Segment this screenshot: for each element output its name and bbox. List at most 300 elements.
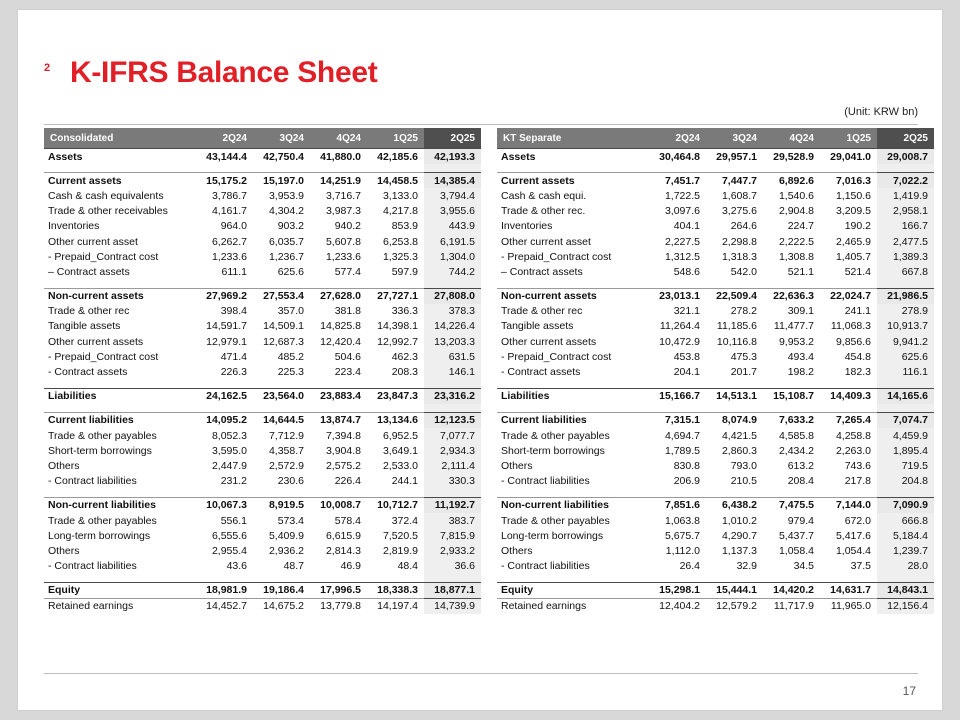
table-header-row [497, 128, 934, 149]
table-row [497, 319, 934, 334]
row-value: 10,008.7 [310, 497, 367, 513]
slide-number-marker: 2 [44, 62, 51, 74]
table-row [497, 443, 934, 458]
row-label [497, 380, 649, 389]
table-row [497, 264, 934, 279]
table-row [44, 412, 481, 428]
table-consolidated-head [44, 128, 481, 149]
row-value [310, 404, 367, 413]
row-value: 521.1 [787, 265, 814, 278]
row-value: 1,308.8 [778, 250, 814, 263]
row-value: 12,579.2 [706, 598, 763, 614]
row-value: 14,165.6 [877, 388, 934, 404]
row-value: 6,892.6 [763, 173, 820, 189]
row-value: 5,607.8 [325, 235, 361, 248]
row-value [649, 574, 706, 583]
row-value: 2,819.9 [382, 544, 418, 557]
row-value: 8,052.3 [211, 429, 247, 442]
row-value: 14,825.8 [320, 320, 361, 333]
row-value: 3,786.7 [211, 189, 247, 202]
row-value: 2,814.3 [325, 544, 361, 557]
row-value: 309.1 [787, 305, 814, 318]
row-value: 10,712.7 [367, 497, 424, 513]
row-value: 667.8 [877, 264, 934, 279]
row-value: 11,965.0 [820, 598, 877, 614]
row-value: 443.9 [424, 219, 481, 234]
row-value: 7,712.9 [268, 429, 304, 442]
row-value: 14,197.4 [367, 598, 424, 614]
table-row [44, 249, 481, 264]
row-label: Long-term borrowings [501, 529, 604, 542]
row-label: Inventories [501, 220, 553, 233]
row-label: - Contract liabilities [48, 560, 137, 573]
row-value: 14,631.7 [820, 582, 877, 598]
row-value: 14,739.9 [424, 598, 481, 614]
row-value: 1,389.3 [877, 249, 934, 264]
row-value: 5,675.7 [664, 529, 700, 542]
row-value: 2,477.5 [877, 234, 934, 249]
row-value: 556.1 [220, 514, 247, 527]
row-value: 578.4 [334, 514, 361, 527]
row-value: 226.4 [334, 475, 361, 488]
row-value: 1,540.6 [778, 189, 814, 202]
row-label [44, 380, 196, 389]
row-value: 577.4 [334, 265, 361, 278]
table-row [44, 559, 481, 574]
row-value [196, 164, 253, 173]
table-row [44, 264, 481, 279]
row-value: 190.2 [844, 220, 871, 233]
row-value: 12,404.2 [649, 598, 706, 614]
table-row [497, 349, 934, 364]
row-value: 241.1 [844, 305, 871, 318]
row-value: 6,035.7 [268, 235, 304, 248]
row-value [820, 404, 877, 413]
row-value: 6,952.5 [382, 429, 418, 442]
column-header-label: Consolidated [44, 128, 196, 149]
row-value: 6,438.2 [706, 497, 763, 513]
row-value: 26.4 [679, 560, 700, 573]
row-value: 7,520.5 [382, 529, 418, 542]
row-label: Trade & other payables [48, 514, 157, 527]
row-value: 19,186.4 [253, 582, 310, 598]
row-label: Other current assets [48, 335, 144, 348]
row-label: Equity [44, 582, 196, 598]
row-label [44, 164, 196, 173]
table-row [44, 513, 481, 528]
row-value: 7,815.9 [424, 528, 481, 543]
row-value: 597.9 [391, 265, 418, 278]
row-value: 1,058.4 [778, 544, 814, 557]
row-value: 15,175.2 [196, 173, 253, 189]
row-value: 10,116.8 [716, 335, 757, 348]
row-value [196, 280, 253, 289]
row-value: 2,533.0 [382, 459, 418, 472]
row-value: 979.4 [787, 514, 814, 527]
row-value [196, 489, 253, 498]
row-value: 7,016.3 [820, 173, 877, 189]
row-label [497, 574, 649, 583]
table-header-row [44, 128, 481, 149]
row-value: 198.2 [787, 366, 814, 379]
table-row [497, 582, 934, 598]
row-value: 27,553.4 [253, 288, 310, 304]
row-value: 15,444.1 [706, 582, 763, 598]
row-value: 4,217.8 [382, 205, 418, 218]
row-label: Short-term borrowings [48, 444, 152, 457]
row-value [877, 574, 934, 583]
row-value [367, 574, 424, 583]
row-value [877, 380, 934, 389]
row-value: 7,633.2 [763, 412, 820, 428]
row-value: 5,417.6 [835, 529, 871, 542]
row-value: 11,717.9 [763, 598, 820, 614]
table-row [44, 598, 481, 614]
row-value: 2,465.9 [835, 235, 871, 248]
row-label: Other current asset [501, 235, 591, 248]
row-value [649, 380, 706, 389]
table-row [44, 334, 481, 349]
row-label: Tangible assets [501, 320, 574, 333]
row-value: 4,304.2 [268, 205, 304, 218]
row-label: Tangible assets [48, 320, 121, 333]
row-label: - Contract assets [48, 366, 128, 379]
row-value: 210.5 [730, 475, 757, 488]
row-value [424, 164, 481, 173]
row-value [367, 404, 424, 413]
row-value: 217.8 [844, 475, 871, 488]
row-label [44, 574, 196, 583]
row-value: 18,338.3 [367, 582, 424, 598]
row-value: 2,572.9 [268, 459, 304, 472]
row-value: 743.6 [844, 459, 871, 472]
row-value: 3,595.0 [211, 444, 247, 457]
row-label: Current assets [44, 173, 196, 189]
row-value: 14,251.9 [310, 173, 367, 189]
row-value: 204.1 [673, 366, 700, 379]
row-value: 3,987.3 [325, 205, 361, 218]
row-value: 13,874.7 [310, 412, 367, 428]
row-label: Current assets [497, 173, 649, 189]
column-header-period: 4Q24 [310, 128, 367, 149]
table-row [44, 528, 481, 543]
row-value: 182.3 [844, 366, 871, 379]
row-value: 7,144.0 [820, 497, 877, 513]
row-value: 8,919.5 [253, 497, 310, 513]
row-value: 23,013.1 [649, 288, 706, 304]
table-kt-separate-head [497, 128, 934, 149]
row-label: - Prepaid_Contract cost [501, 350, 612, 363]
row-label: Others [48, 544, 80, 557]
column-header-period: 2Q25 [877, 128, 934, 149]
row-value: 1,608.7 [721, 189, 757, 202]
row-value: 4,258.8 [835, 429, 871, 442]
row-value [253, 574, 310, 583]
row-value: 7,851.6 [649, 497, 706, 513]
table-row [497, 559, 934, 574]
table-spacer-row [497, 380, 934, 389]
row-value: 1,112.0 [665, 544, 700, 557]
row-label: Trade & other rec [48, 305, 130, 318]
row-value: 43.6 [226, 560, 247, 573]
column-header-period: 1Q25 [367, 128, 424, 149]
row-value: 1,405.7 [835, 250, 871, 263]
table-spacer-row [497, 164, 934, 173]
row-value [763, 380, 820, 389]
table-row [44, 149, 481, 165]
row-value: 9,941.2 [877, 334, 934, 349]
row-value: 485.2 [277, 350, 304, 363]
row-label: Cash & cash equivalents [48, 189, 164, 202]
row-value: 42,750.4 [253, 149, 310, 165]
row-value [706, 404, 763, 413]
row-value: 23,847.3 [367, 388, 424, 404]
row-value: 454.8 [844, 350, 871, 363]
row-label: Equity [497, 582, 649, 598]
page-number: 17 [902, 684, 916, 698]
row-label: Retained earnings [44, 598, 196, 614]
row-value: 18,981.9 [196, 582, 253, 598]
row-value: 13,203.3 [424, 334, 481, 349]
table-row [497, 234, 934, 249]
table-row [44, 458, 481, 473]
row-value: 4,358.7 [268, 444, 304, 457]
table-row [44, 543, 481, 558]
row-label: - Prepaid_Contract cost [48, 350, 159, 363]
table-spacer-row [44, 404, 481, 413]
row-value: 204.8 [877, 474, 934, 489]
row-value: 225.3 [277, 366, 304, 379]
row-value: 548.6 [673, 265, 700, 278]
row-value: 29,528.9 [763, 149, 820, 165]
row-value: 223.4 [334, 366, 361, 379]
row-value [649, 280, 706, 289]
row-value: 7,265.4 [820, 412, 877, 428]
row-value: 793.0 [730, 459, 757, 472]
row-value: 4,459.9 [877, 428, 934, 443]
row-value [706, 280, 763, 289]
row-value: 14,458.5 [367, 173, 424, 189]
row-value: 2,222.5 [778, 235, 814, 248]
row-value: 22,509.4 [706, 288, 763, 304]
row-value: 1,010.2 [721, 514, 757, 527]
row-value: 2,263.0 [835, 444, 871, 457]
table-row [497, 204, 934, 219]
row-value: 2,933.2 [424, 543, 481, 558]
table-spacer-row [44, 574, 481, 583]
row-value [820, 380, 877, 389]
row-value: 29,008.7 [877, 149, 934, 165]
row-value [196, 380, 253, 389]
column-header-period: 3Q24 [706, 128, 763, 149]
table-row [44, 497, 481, 513]
row-value: 14,385.4 [424, 173, 481, 189]
row-value: 613.2 [787, 459, 814, 472]
row-label: Non-current liabilities [44, 497, 196, 513]
row-value: 404.1 [673, 220, 700, 233]
row-value: 14,509.1 [263, 320, 304, 333]
row-label: Liabilities [497, 388, 649, 404]
row-value [367, 489, 424, 498]
row-label [497, 164, 649, 173]
row-value: 27,727.1 [367, 288, 424, 304]
row-value: 3,955.6 [424, 204, 481, 219]
row-value: 5,437.7 [778, 529, 814, 542]
table-row [44, 288, 481, 304]
row-value: 378.3 [424, 304, 481, 319]
row-value: 1,419.9 [877, 188, 934, 203]
row-value: 1,236.7 [268, 250, 304, 263]
row-value: 146.1 [424, 364, 481, 379]
table-kt-separate-body [497, 149, 934, 615]
row-value: 14,452.7 [196, 598, 253, 614]
row-label: Long-term borrowings [48, 529, 151, 542]
row-value: 22,024.7 [820, 288, 877, 304]
row-value: 6,615.9 [325, 529, 361, 542]
row-value [820, 574, 877, 583]
table-row [497, 304, 934, 319]
row-value: 1,722.5 [664, 189, 700, 202]
row-value: 3,716.7 [325, 189, 361, 202]
row-value: 10,067.3 [196, 497, 253, 513]
row-value: 224.7 [787, 220, 814, 233]
row-value: 5,184.4 [877, 528, 934, 543]
row-label: Trade & other rec. [501, 205, 586, 218]
row-value: 278.2 [730, 305, 757, 318]
row-value [649, 404, 706, 413]
row-value: 573.4 [277, 514, 304, 527]
table-spacer-row [44, 489, 481, 498]
row-value: 2,904.8 [778, 205, 814, 218]
row-label: Assets [44, 149, 196, 165]
row-label: Others [48, 459, 80, 472]
row-value: 330.3 [424, 474, 481, 489]
row-value: 2,860.3 [721, 444, 757, 457]
table-kt-separate [497, 128, 934, 614]
row-value [310, 489, 367, 498]
row-value: 23,883.4 [310, 388, 367, 404]
row-value: 36.6 [424, 559, 481, 574]
row-value: 719.5 [877, 458, 934, 473]
row-value: 15,197.0 [253, 173, 310, 189]
row-value: 201.7 [730, 366, 757, 379]
row-value: 6,253.8 [382, 235, 418, 248]
table-row [44, 304, 481, 319]
row-value [424, 404, 481, 413]
row-value: 453.8 [673, 350, 700, 363]
row-value [196, 574, 253, 583]
row-value: 42,185.6 [367, 149, 424, 165]
row-value: 12,123.5 [424, 412, 481, 428]
row-value: 4,694.7 [664, 429, 700, 442]
row-value: 3,953.9 [268, 189, 304, 202]
table-spacer-row [44, 280, 481, 289]
row-value [649, 164, 706, 173]
row-value [877, 489, 934, 498]
row-value: 381.8 [334, 305, 361, 318]
row-label: Others [501, 459, 533, 472]
row-value: 3,209.5 [835, 205, 871, 218]
table-row [44, 349, 481, 364]
row-value: 7,451.7 [649, 173, 706, 189]
row-value: 1,054.4 [835, 544, 871, 557]
row-value: 264.6 [730, 220, 757, 233]
row-value: 11,477.7 [773, 320, 814, 333]
row-value: 48.4 [397, 560, 418, 573]
row-value: 672.0 [844, 514, 871, 527]
row-value [424, 380, 481, 389]
row-label [44, 280, 196, 289]
row-value [310, 574, 367, 583]
row-value: 744.2 [424, 264, 481, 279]
row-value: 471.4 [220, 350, 247, 363]
row-value [310, 280, 367, 289]
column-header-period: 2Q24 [649, 128, 706, 149]
row-value [424, 280, 481, 289]
row-value: 9,953.2 [778, 335, 814, 348]
row-value: 625.6 [877, 349, 934, 364]
table-row [497, 149, 934, 165]
row-value: 13,779.8 [310, 598, 367, 614]
row-label: Other current assets [501, 335, 597, 348]
row-value: 1,789.5 [664, 444, 700, 457]
table-row [497, 543, 934, 558]
row-value: 27,628.0 [310, 288, 367, 304]
table-row [497, 598, 934, 614]
row-value: 964.0 [220, 220, 247, 233]
table-row [497, 364, 934, 379]
table-row [497, 528, 934, 543]
row-label: - Contract liabilities [48, 475, 137, 488]
row-value: 208.3 [391, 366, 418, 379]
row-value: 336.3 [391, 305, 418, 318]
row-value [763, 574, 820, 583]
row-value: 14,843.1 [877, 582, 934, 598]
row-value: 21,986.5 [877, 288, 934, 304]
row-label: Trade & other rec [501, 305, 583, 318]
column-header-period: 4Q24 [763, 128, 820, 149]
row-value: 206.9 [673, 475, 700, 488]
row-value: 398.4 [220, 305, 247, 318]
row-value: 14,420.2 [763, 582, 820, 598]
row-value: 1,318.3 [721, 250, 757, 263]
row-value: 12,992.7 [377, 335, 418, 348]
slide-canvas [18, 10, 942, 710]
row-label: – Contract assets [501, 265, 583, 278]
row-value: 2,447.9 [211, 459, 247, 472]
table-row [497, 388, 934, 404]
row-label [44, 489, 196, 498]
row-value: 7,475.5 [763, 497, 820, 513]
table-spacer-row [44, 164, 481, 173]
row-value: 2,936.2 [268, 544, 304, 557]
row-value: 18,877.1 [424, 582, 481, 598]
row-value: 475.3 [730, 350, 757, 363]
table-row [44, 234, 481, 249]
row-value: 24,162.5 [196, 388, 253, 404]
row-value: 372.4 [391, 514, 418, 527]
row-value: 1,312.5 [664, 250, 700, 263]
row-value: 4,585.8 [778, 429, 814, 442]
row-value: 13,134.6 [367, 412, 424, 428]
row-value: 1,063.8 [664, 514, 700, 527]
row-value: 8,074.9 [706, 412, 763, 428]
row-value: 625.6 [277, 265, 304, 278]
table-row [44, 188, 481, 203]
row-value: 14,675.2 [253, 598, 310, 614]
row-label: Current liabilities [497, 412, 649, 428]
row-value [820, 489, 877, 498]
